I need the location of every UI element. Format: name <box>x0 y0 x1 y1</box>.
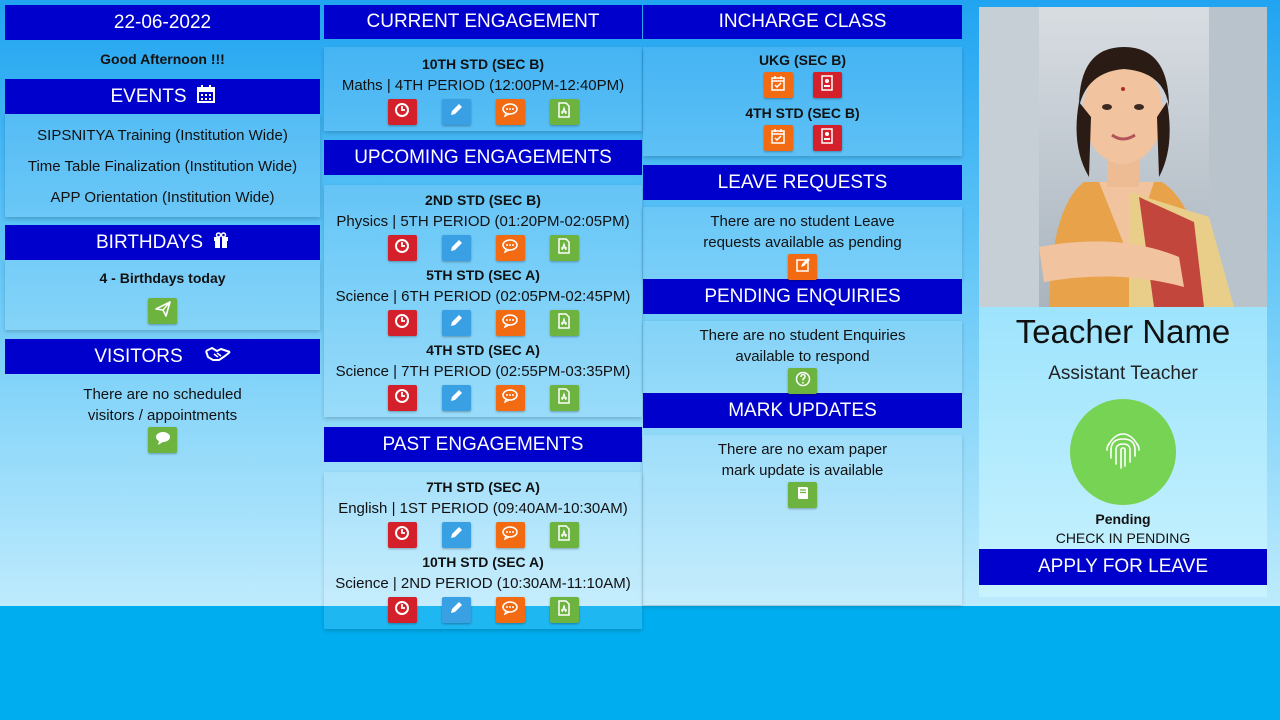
pdf-button[interactable] <box>550 385 579 411</box>
edit-button[interactable] <box>442 99 471 125</box>
class-report-button[interactable] <box>813 125 842 151</box>
leave-text-line1: There are no student Leave <box>710 213 895 230</box>
visitors-text-line1: There are no scheduled <box>83 386 242 403</box>
engagement-class: 2ND STD (SEC B) <box>425 192 541 208</box>
edit-button[interactable] <box>442 235 471 261</box>
calendar-check-icon <box>770 128 786 149</box>
engagement-class: 4TH STD (SEC A) <box>426 342 540 358</box>
pdf-file-icon <box>556 238 572 259</box>
birthdays-count: 4 - Birthdays today <box>99 270 226 286</box>
clock-icon <box>394 525 410 546</box>
speech-bubble-icon <box>502 388 518 409</box>
question-circle-icon <box>795 371 811 392</box>
incharge-column <box>643 0 962 605</box>
incharge-class-header <box>643 5 962 39</box>
engagement-detail: Physics | 5TH PERIOD (01:20PM-02:05PM) <box>336 213 630 230</box>
visitors-panel <box>5 374 320 609</box>
id-card-icon <box>819 128 835 149</box>
pencil-icon <box>448 600 464 621</box>
clock-icon <box>394 388 410 409</box>
comment-button[interactable] <box>496 522 525 548</box>
engagement-detail: Science | 7TH PERIOD (02:55PM-03:35PM) <box>335 363 631 380</box>
engagement-actions <box>324 99 642 125</box>
fingerprint-icon <box>1101 428 1145 477</box>
calendar-icon <box>197 85 215 109</box>
past-engagements-title: PAST ENGAGEMENTS <box>382 433 584 455</box>
pdf-button[interactable] <box>550 597 579 623</box>
current-engagement-panel <box>324 47 642 131</box>
engagement-class: 5TH STD (SEC A) <box>426 267 540 283</box>
class-calendar-button[interactable] <box>764 125 793 151</box>
engagement-column <box>324 0 642 629</box>
leave-requests-button[interactable] <box>788 254 817 280</box>
pending-enquiries-panel <box>643 321 962 393</box>
attendance-button[interactable] <box>388 99 417 125</box>
upcoming-engagements-panel <box>324 185 642 417</box>
class-report-button[interactable] <box>813 72 842 98</box>
engagement-actions <box>324 235 642 261</box>
edit-button[interactable] <box>442 385 471 411</box>
leave-requests-panel <box>643 207 962 279</box>
engagement-actions <box>324 310 642 336</box>
calendar-check-icon <box>770 75 786 96</box>
speech-bubble-icon <box>502 238 518 259</box>
pencil-icon <box>448 313 464 334</box>
attendance-button[interactable] <box>388 235 417 261</box>
teacher-role: Assistant Teacher <box>1048 363 1198 384</box>
clock-icon <box>394 600 410 621</box>
engagement-class: 10TH STD (SEC B) <box>421 56 545 72</box>
comment-button[interactable] <box>496 235 525 261</box>
pending-enquiries-header <box>643 279 962 314</box>
edit-button[interactable] <box>442 597 471 623</box>
pencil-icon <box>448 238 464 259</box>
visitors-header <box>5 339 320 374</box>
send-icon <box>155 301 171 322</box>
engagement-actions <box>324 385 642 411</box>
edit-square-icon <box>795 257 811 278</box>
visitors-title: VISITORS <box>94 345 183 367</box>
mark-updates-header <box>643 393 962 428</box>
apply-leave-button[interactable] <box>979 549 1267 585</box>
book-icon <box>795 485 811 506</box>
past-engagements-header <box>324 427 642 462</box>
enquiries-text-line1: There are no student Enquiries <box>699 327 906 344</box>
engagement-class: 7TH STD (SEC A) <box>426 479 540 495</box>
clock-icon <box>394 313 410 334</box>
upcoming-engagements-header <box>324 140 642 175</box>
edit-button[interactable] <box>442 522 471 548</box>
event-item[interactable]: Time Table Finalization (Institution Wide) <box>27 158 298 175</box>
pencil-icon <box>448 102 464 123</box>
mark-updates-title: MARK UPDATES <box>728 399 877 421</box>
leave-text-line2: requests available as pending <box>703 234 902 251</box>
mark-updates-button[interactable] <box>788 482 817 508</box>
pdf-file-icon <box>556 525 572 546</box>
engagement-detail: Science | 6TH PERIOD (02:05PM-02:45PM) <box>335 288 631 305</box>
enquiries-button[interactable] <box>788 368 817 394</box>
clock-icon <box>394 238 410 259</box>
event-item[interactable]: APP Orientation (Institution Wide) <box>50 189 275 206</box>
upcoming-engagements-title: UPCOMING ENGAGEMENTS <box>354 146 612 168</box>
gift-icon <box>213 232 229 254</box>
checkin-status: Pending <box>1095 511 1151 527</box>
pdf-file-icon <box>556 600 572 621</box>
incharge-class-name: UKG (SEC B) <box>758 52 847 68</box>
current-engagement-header <box>324 5 642 39</box>
engagement-class: 10TH STD (SEC A) <box>422 554 544 570</box>
visitors-text-line2: visitors / appointments <box>87 407 238 424</box>
enquiries-text-line2: available to respond <box>735 348 870 365</box>
left-column <box>5 0 320 609</box>
send-wishes-button[interactable] <box>148 298 177 324</box>
events-header <box>5 79 320 114</box>
pdf-button[interactable] <box>550 310 579 336</box>
pencil-icon <box>448 388 464 409</box>
incharge-class-panel <box>643 47 962 156</box>
chat-icon <box>155 430 171 451</box>
mark-updates-panel <box>643 435 962 605</box>
past-engagements-panel <box>324 472 642 629</box>
comment-button[interactable] <box>496 99 525 125</box>
date-header <box>5 5 320 40</box>
current-engagement-title: CURRENT ENGAGEMENT <box>366 11 600 32</box>
id-card-icon <box>819 75 835 96</box>
attendance-button[interactable] <box>388 597 417 623</box>
clock-icon <box>394 102 410 123</box>
pdf-button[interactable] <box>550 99 579 125</box>
attendance-button[interactable] <box>388 385 417 411</box>
class-calendar-button[interactable] <box>764 72 793 98</box>
incharge-class-name: 4TH STD (SEC B) <box>745 105 860 121</box>
marks-text-line1: There are no exam paper <box>717 441 888 458</box>
events-title: EVENTS <box>110 85 187 107</box>
birthdays-panel <box>5 260 320 330</box>
edit-button[interactable] <box>442 310 471 336</box>
speech-bubble-icon <box>502 102 518 123</box>
incharge-class-title: INCHARGE CLASS <box>718 11 887 32</box>
speech-bubble-icon <box>502 600 518 621</box>
visitors-message-button[interactable] <box>148 427 177 453</box>
teacher-photo <box>979 7 1267 307</box>
leave-requests-title: LEAVE REQUESTS <box>717 171 888 193</box>
fingerprint-check-in-button[interactable] <box>1070 399 1176 505</box>
checkin-status-text: CHECK IN PENDING <box>1055 530 1191 546</box>
handshake-icon <box>205 346 231 368</box>
date-text: 22-06-2022 <box>113 11 212 33</box>
pdf-button[interactable] <box>550 235 579 261</box>
pencil-icon <box>448 525 464 546</box>
teacher-name: Teacher Name <box>1015 313 1231 350</box>
pdf-file-icon <box>556 313 572 334</box>
comment-button[interactable] <box>496 597 525 623</box>
engagement-actions <box>324 597 642 623</box>
event-item[interactable]: SIPSNITYA Training (Institution Wide) <box>37 127 288 144</box>
pdf-file-icon <box>556 388 572 409</box>
comment-button[interactable] <box>496 310 525 336</box>
attendance-button[interactable] <box>388 522 417 548</box>
profile-card <box>979 307 1267 597</box>
pdf-file-icon <box>556 102 572 123</box>
events-panel <box>5 114 320 217</box>
speech-bubble-icon <box>502 525 518 546</box>
greeting: Good Afternoon !!! <box>100 51 225 67</box>
engagement-detail: Science | 2ND PERIOD (10:30AM-11:10AM) <box>335 575 631 592</box>
engagement-detail: English | 1ST PERIOD (09:40AM-10:30AM) <box>338 500 628 517</box>
pdf-button[interactable] <box>550 522 579 548</box>
speech-bubble-icon <box>502 313 518 334</box>
engagement-detail: Maths | 4TH PERIOD (12:00PM-12:40PM) <box>341 77 625 94</box>
attendance-button[interactable] <box>388 310 417 336</box>
apply-leave-label: APPLY FOR LEAVE <box>1037 556 1209 577</box>
engagement-actions <box>324 522 642 548</box>
birthdays-title: BIRTHDAYS <box>96 231 203 253</box>
pending-enquiries-title: PENDING ENQUIRIES <box>704 285 901 307</box>
marks-text-line2: mark update is available <box>721 462 884 479</box>
leave-requests-header <box>643 165 962 200</box>
birthdays-header <box>5 225 320 260</box>
comment-button[interactable] <box>496 385 525 411</box>
